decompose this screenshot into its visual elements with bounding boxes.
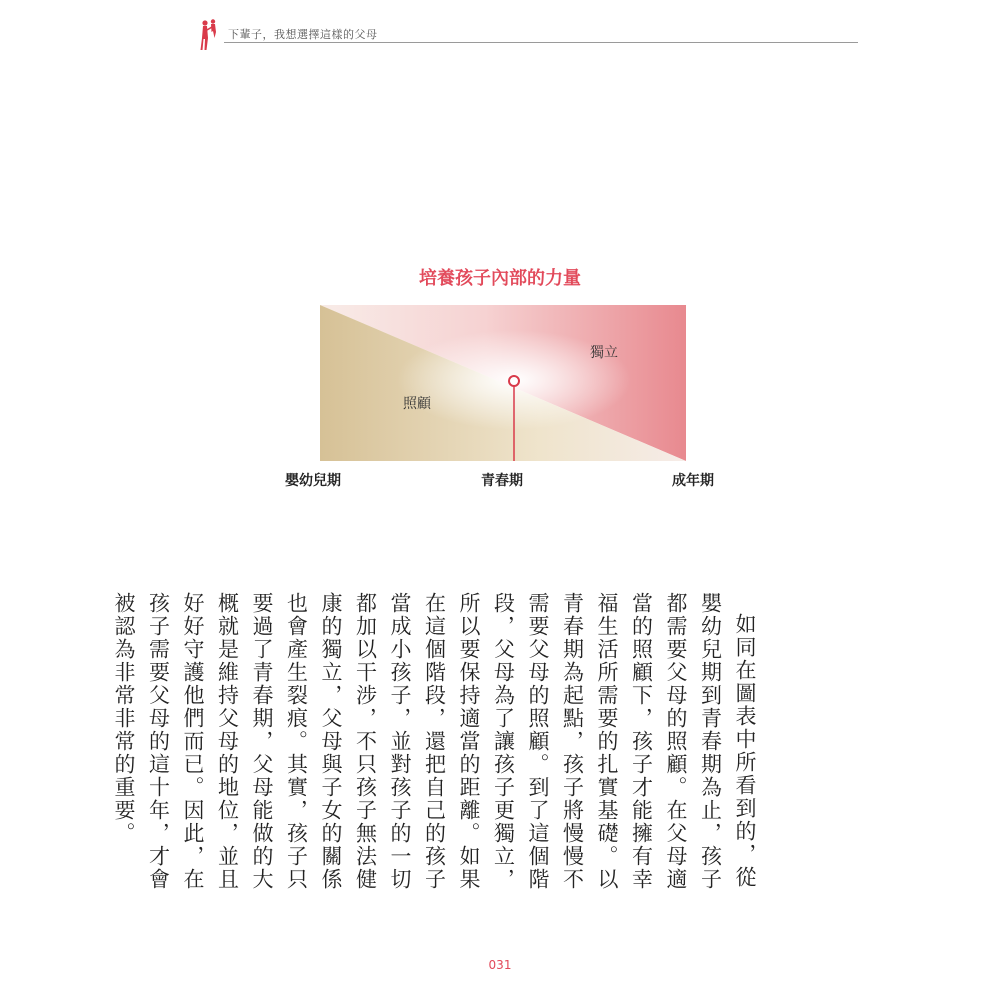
running-header-title: 下輩子，我想選擇這樣的父母 — [228, 28, 378, 41]
body-text — [107, 592, 763, 892]
axis-label-adulthood: 成年期 — [672, 473, 714, 489]
care-label: 照顧 — [403, 396, 431, 412]
care-independence-diagram — [320, 305, 686, 461]
page-number: 031 — [488, 958, 512, 972]
independence-label: 獨立 — [590, 345, 618, 361]
axis-label-adolescence: 青春期 — [481, 473, 523, 489]
adolescence-marker-point — [509, 376, 519, 386]
axis-label-infancy: 嬰幼兒期 — [285, 473, 341, 489]
diagram-title: 培養孩子內部的力量 — [419, 268, 581, 289]
family-silhouette-icon — [198, 18, 222, 52]
paragraph: 如同在圖表中所看到的，從嬰幼兒期到青春期為止，孩子都需要父母的照顧。在父母適當的照顧下，孩子才能擁有幸福生活所需要的扎實基礎。以青春期為起點，孩子將慢慢不需要父母的照顧。到了這個階段，父母為了讓孩子更獨立，所以要保持適當的距離。如果在這個階段，還把自己的孩子當成小孩子，並對孩子的一切都加以干涉，不只孩子無法健康的獨立，父母與子女的關係也會產生裂痕。其實，孩子只要過了青春期，父母能做的大概就是維持父母的地位，並且好好守護他們而已。因此，在孩子需要父母的這十年，才會被認為非常非常的重要。 — [112, 592, 757, 891]
header-rule — [224, 42, 858, 43]
